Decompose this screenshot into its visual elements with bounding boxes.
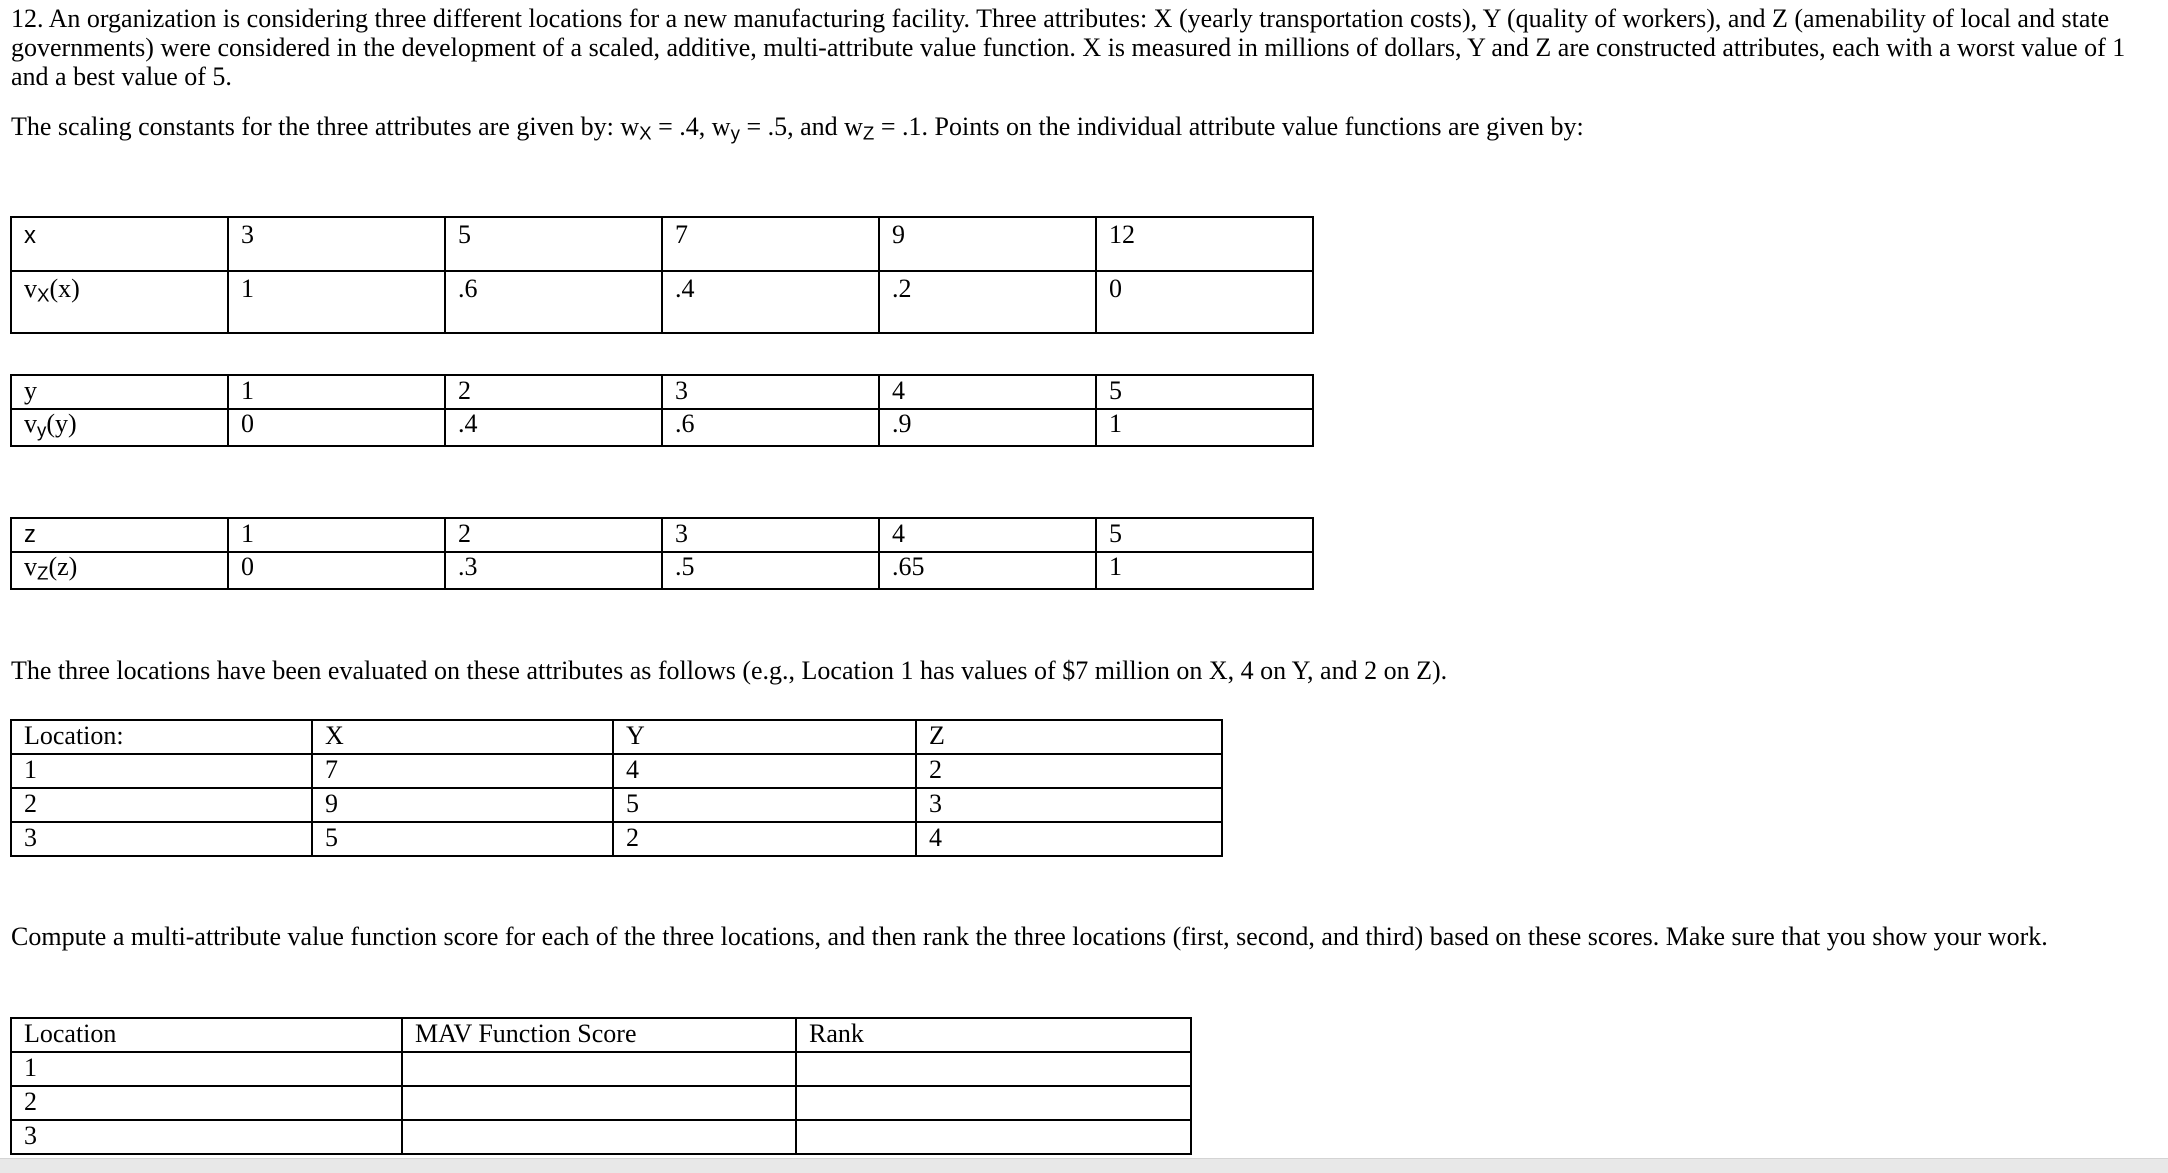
wx-subscript: X (639, 122, 652, 144)
x-point-cell: 5 (445, 217, 662, 271)
vz-value-cell: .65 (879, 552, 1096, 589)
mav-score-cell[interactable] (402, 1086, 796, 1120)
vz-value-cell: 1 (1096, 552, 1313, 589)
answer-table (10, 1017, 1192, 1155)
y-cell: 4 (613, 754, 916, 788)
vx-value-cell: .2 (879, 271, 1096, 333)
location-cell: 3 (11, 1120, 402, 1154)
vy-value-cell: .9 (879, 409, 1096, 446)
vz-label-cell: $v_Z(z)$ (11, 552, 228, 589)
vy-value-cell: .6 (662, 409, 879, 446)
z-point-cell: 4 (879, 518, 1096, 552)
table-row (11, 1120, 1191, 1154)
vy-value-cell: .4 (445, 409, 662, 446)
z-point-cell: 2 (445, 518, 662, 552)
mav-score-cell[interactable] (402, 1052, 796, 1086)
z-label-cell: z (11, 518, 228, 552)
vx-label-cell: $v_X(x)$ (11, 271, 228, 333)
vx-value-cell: 0 (1096, 271, 1313, 333)
y-point-cell: 3 (662, 375, 879, 409)
x-values-row (11, 271, 1313, 333)
compute-instructions: Compute a multi-attribute value function score for each of the three locations, and then rank the three locations (first, second, and third) based on these scores. Make sure that you show your work. (11, 922, 2048, 951)
vx-value-cell: 1 (228, 271, 445, 333)
rank-cell[interactable] (796, 1086, 1191, 1120)
z-values-row (11, 552, 1313, 589)
y-point-cell: 5 (1096, 375, 1313, 409)
table-row (11, 1052, 1191, 1086)
x-label-cell: x (11, 217, 228, 271)
vy-label-cell: $v_y(y)$ (11, 409, 228, 446)
z-point-cell: 5 (1096, 518, 1313, 552)
z-point-cell: 1 (228, 518, 445, 552)
evaluation-text: The three locations have been evaluated on these attributes as follows (e.g., Location 1 has values of $7 million on X, 4 on Y, and 2 on Z). (11, 656, 1448, 685)
table-row (11, 754, 1222, 788)
rank-cell[interactable] (796, 1052, 1191, 1086)
z-cell: 3 (916, 788, 1222, 822)
locations-header-row (11, 720, 1222, 754)
y-cell: 2 (613, 822, 916, 856)
rank-cell[interactable] (796, 1120, 1191, 1154)
location-cell: 1 (11, 1052, 402, 1086)
y-point-cell: 4 (879, 375, 1096, 409)
header-cell: Rank (796, 1018, 1191, 1052)
z-cell: 4 (916, 822, 1222, 856)
table-row (11, 788, 1222, 822)
x-points-row (11, 217, 1313, 271)
x-cell: 9 (312, 788, 613, 822)
x-point-cell: 7 (662, 217, 879, 271)
answer-header-row (11, 1018, 1191, 1052)
location-cell: 3 (11, 822, 312, 856)
x-point-cell: 9 (879, 217, 1096, 271)
header-cell: MAV Function Score (402, 1018, 796, 1052)
location-cell: 2 (11, 788, 312, 822)
header-cell: Z (916, 720, 1222, 754)
vx-value-cell: .4 (662, 271, 879, 333)
header-cell: Location: (11, 720, 312, 754)
table-row (11, 1086, 1191, 1120)
header-cell: X (312, 720, 613, 754)
problem-intro: 12. An organization is considering three different locations for a new manufacturing facility. Three attributes: X (yearly transportation costs), Y (quality of workers), and Z (amenability of local and state governments) were considered in the development of a scaled, additive, multi-attribute value function. X is measured in millions of dollars, Y and Z are constructed attributes, each with a worst value of 1 and a best value of 5. (11, 4, 2126, 91)
wz-subscript: Z (862, 122, 875, 144)
y-label-cell: y (11, 375, 228, 409)
scaling-constants-text (11, 112, 2161, 144)
z-point-cell: 3 (662, 518, 879, 552)
header-cell: Y (613, 720, 916, 754)
z-points-row (11, 518, 1313, 552)
vz-value-cell: 0 (228, 552, 445, 589)
vx-value-cell: .6 (445, 271, 662, 333)
table-row (11, 822, 1222, 856)
scaling-pre: The scaling constants for the three attributes are given by: w (11, 112, 640, 141)
location-cell: 1 (11, 754, 312, 788)
mav-score-cell[interactable] (402, 1120, 796, 1154)
x-point-cell: 3 (228, 217, 445, 271)
wx-value: = .4, w (651, 112, 731, 141)
vy-value-cell: 1 (1096, 409, 1313, 446)
y-points-row (11, 375, 1313, 409)
y-value-table (10, 374, 1314, 447)
wy-value: = .5, and w (739, 112, 863, 141)
header-cell: Location (11, 1018, 402, 1052)
scaling-post: = .1. Points on the individual attribute value functions are given by: (874, 112, 1584, 141)
wy-subscript: y (730, 122, 740, 144)
z-cell: 2 (916, 754, 1222, 788)
x-cell: 5 (312, 822, 613, 856)
y-values-row (11, 409, 1313, 446)
locations-table (10, 719, 1223, 857)
vy-value-cell: 0 (228, 409, 445, 446)
x-point-cell: 12 (1096, 217, 1313, 271)
x-cell: 7 (312, 754, 613, 788)
y-point-cell: 2 (445, 375, 662, 409)
bottom-scroll-strip (0, 1158, 2168, 1173)
vz-value-cell: .3 (445, 552, 662, 589)
y-point-cell: 1 (228, 375, 445, 409)
x-value-table (10, 216, 1314, 334)
location-cell: 2 (11, 1086, 402, 1120)
z-value-table (10, 517, 1314, 590)
vz-value-cell: .5 (662, 552, 879, 589)
y-cell: 5 (613, 788, 916, 822)
